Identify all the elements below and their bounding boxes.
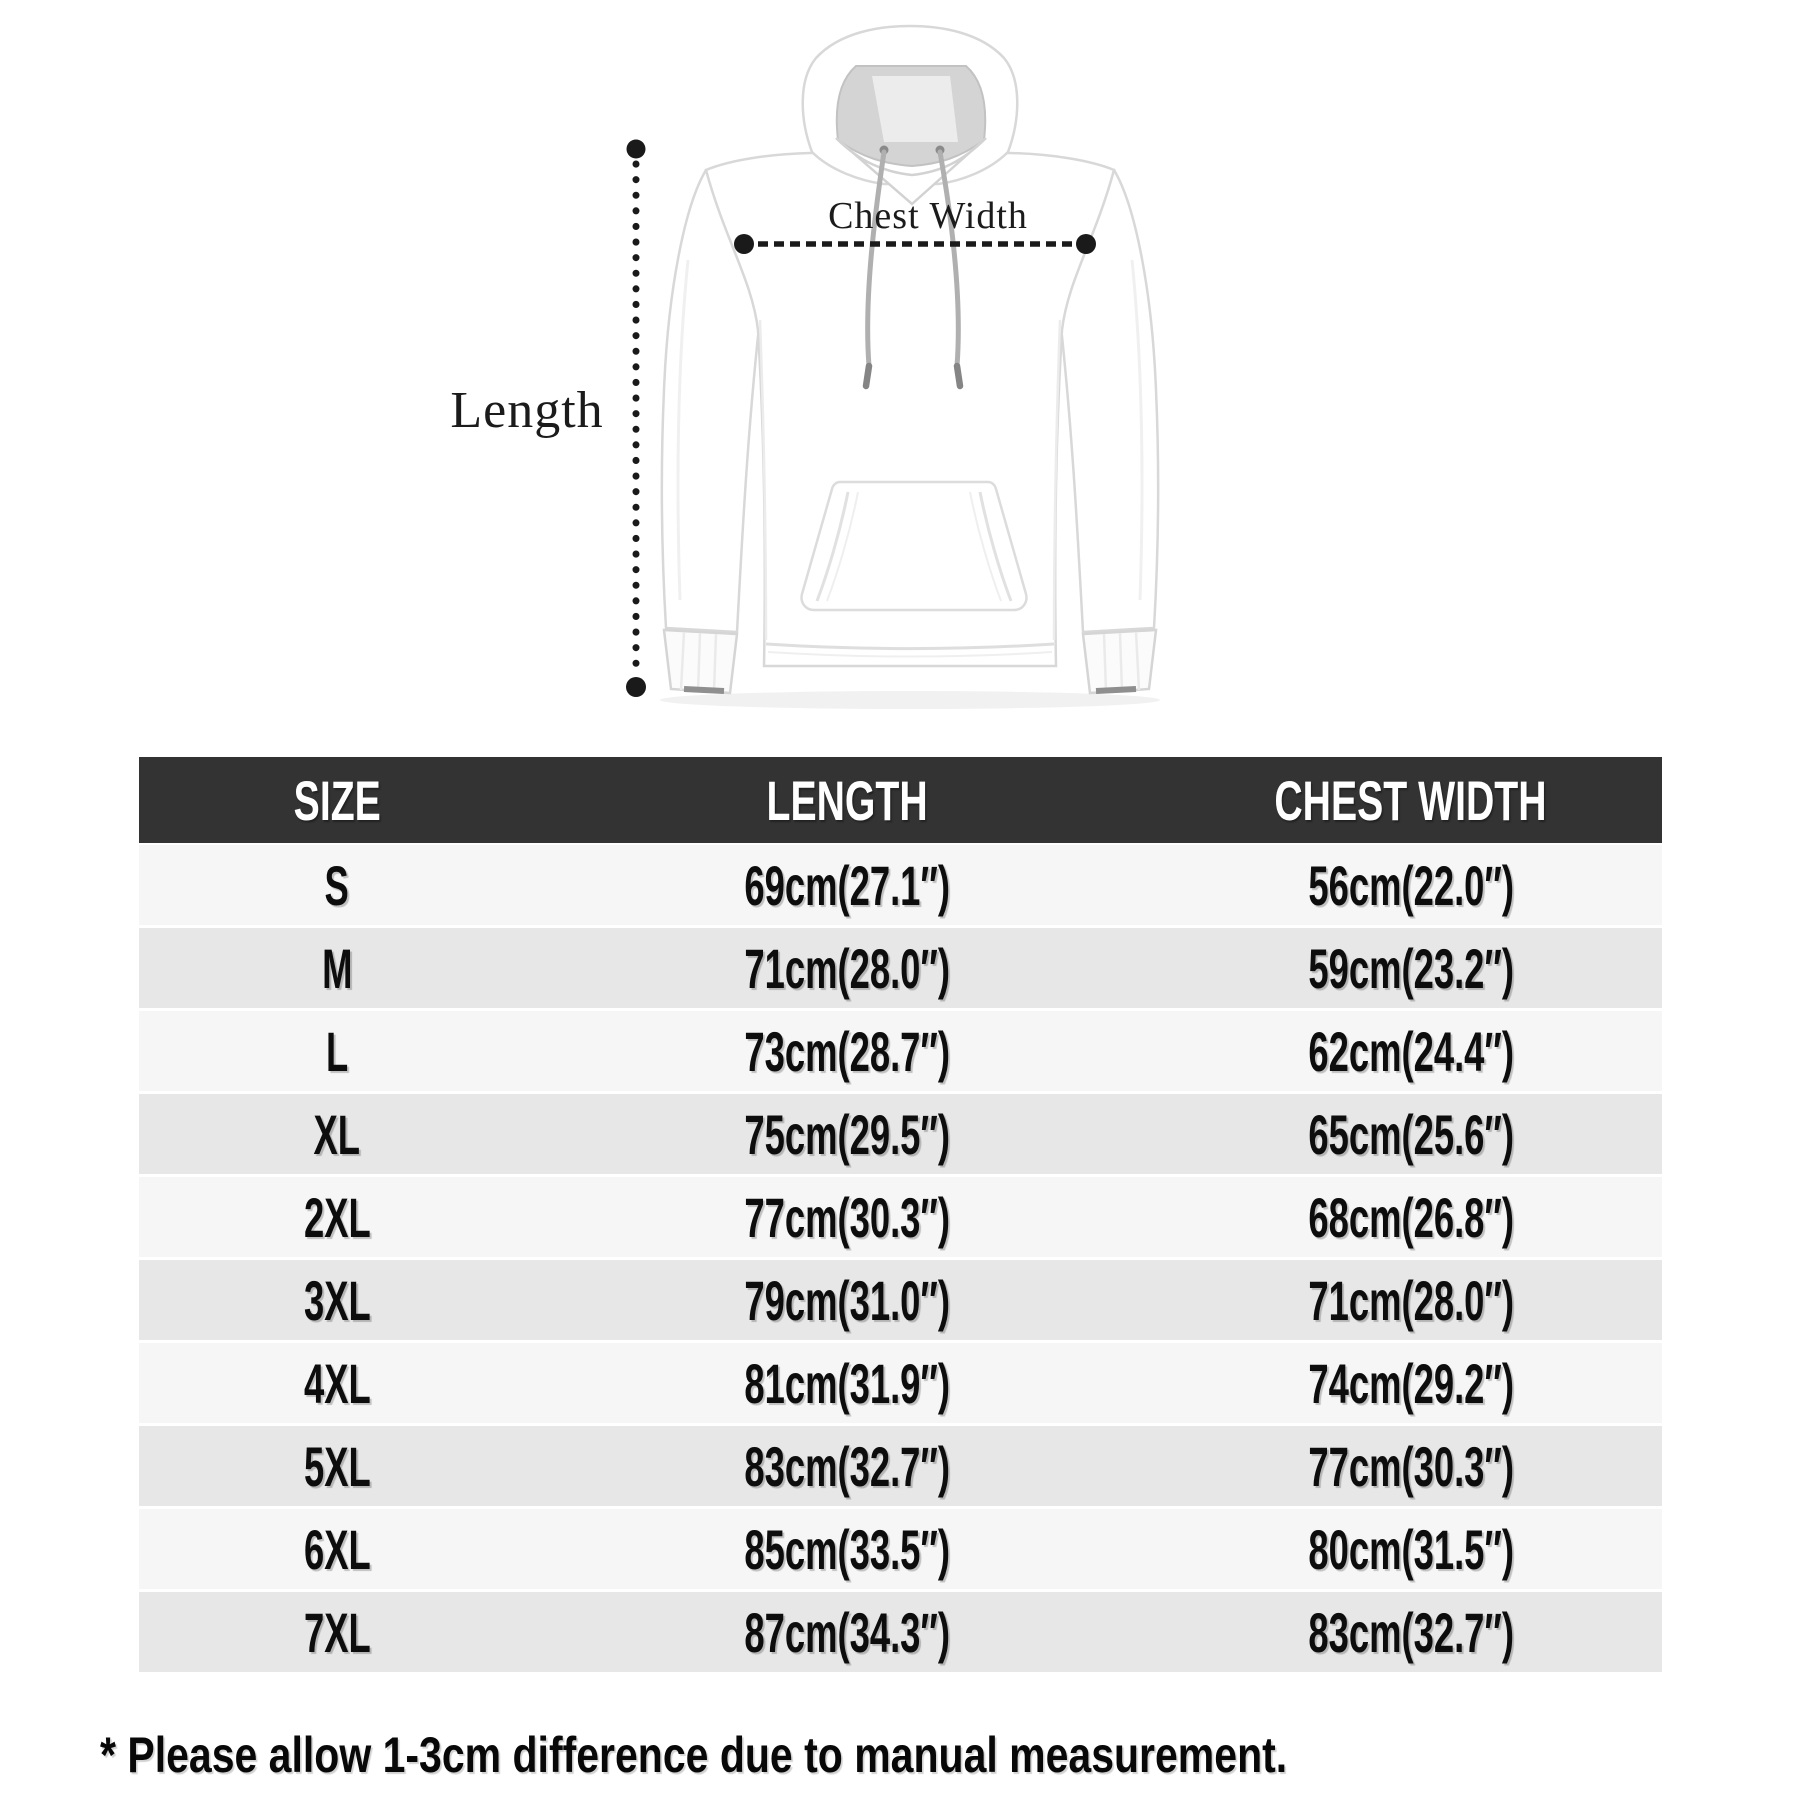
table-row-4xl [139,1343,1662,1423]
cell-chest: 56cm(22.0″) [1307,853,1514,917]
cell-size: 2XL [303,1185,371,1249]
table-row-l [139,1011,1662,1091]
header-length: LENGTH [766,768,928,832]
cell-length: 75cm(29.5″) [744,1102,950,1166]
cell-size: 3XL [303,1268,371,1332]
cell-chest: 74cm(29.2″) [1307,1351,1514,1415]
cell-length: 73cm(28.7″) [744,1019,950,1083]
cell-size: 5XL [303,1434,371,1498]
right-drawstring-tip [957,366,960,386]
cell-size: S [324,853,350,917]
table-row-s [139,845,1662,925]
cell-length: 71cm(28.0″) [744,936,950,1000]
cell-chest: 77cm(30.3″) [1307,1434,1514,1498]
left-drawstring-tip [866,366,869,386]
cell-length: 81cm(31.9″) [744,1351,950,1415]
table-row-6xl [139,1509,1662,1589]
header-chest-width: CHEST WIDTH [1274,768,1547,832]
cell-chest: 83cm(32.7″) [1307,1600,1514,1664]
table-row-xl [139,1094,1662,1174]
cell-chest: 65cm(25.6″) [1307,1102,1514,1166]
cell-size: XL [313,1102,361,1166]
cell-length: 87cm(34.3″) [744,1600,950,1664]
hood-interior-back-panel [872,76,958,142]
measurement-disclaimer-text: * Please allow 1-3cm difference due to manual measurement. [100,1727,1288,1783]
length-label: Length [450,382,604,439]
table-row-5xl [139,1426,1662,1506]
cell-length: 79cm(31.0″) [744,1268,950,1332]
cell-size: L [325,1019,349,1083]
hoodie-shadow [660,691,1160,709]
header-size: SIZE [293,768,381,832]
cell-chest: 62cm(24.4″) [1307,1019,1514,1083]
chest-width-label: Chest Width [828,195,1028,237]
cell-size: M [321,936,353,1000]
cell-length: 83cm(32.7″) [744,1434,950,1498]
size-table-header-row [139,757,1662,843]
length-line-bottom-dot [626,677,646,697]
left-cuff-opening [684,689,724,691]
cell-size: 7XL [303,1600,371,1664]
measurement-disclaimer [100,1726,1700,1784]
right-cuff-opening [1096,689,1136,691]
hoodie-measurement-diagram [0,0,1800,735]
table-row-7xl [139,1592,1662,1672]
cell-length: 77cm(30.3″) [744,1185,950,1249]
cell-size: 4XL [303,1351,371,1415]
cell-size: 6XL [303,1517,371,1581]
table-row-3xl [139,1260,1662,1340]
cell-chest: 59cm(23.2″) [1307,936,1514,1000]
chest-line-right-dot [1076,234,1096,254]
length-line-top-dot [627,140,646,159]
cell-length: 69cm(27.1″) [744,853,950,917]
chest-line-left-dot [734,234,754,254]
table-row-2xl [139,1177,1662,1257]
size-table [139,757,1662,1675]
cell-chest: 80cm(31.5″) [1307,1517,1514,1581]
cell-chest: 68cm(26.8″) [1307,1185,1514,1249]
table-row-m [139,928,1662,1008]
cell-chest: 71cm(28.0″) [1307,1268,1514,1332]
cell-length: 85cm(33.5″) [744,1517,950,1581]
